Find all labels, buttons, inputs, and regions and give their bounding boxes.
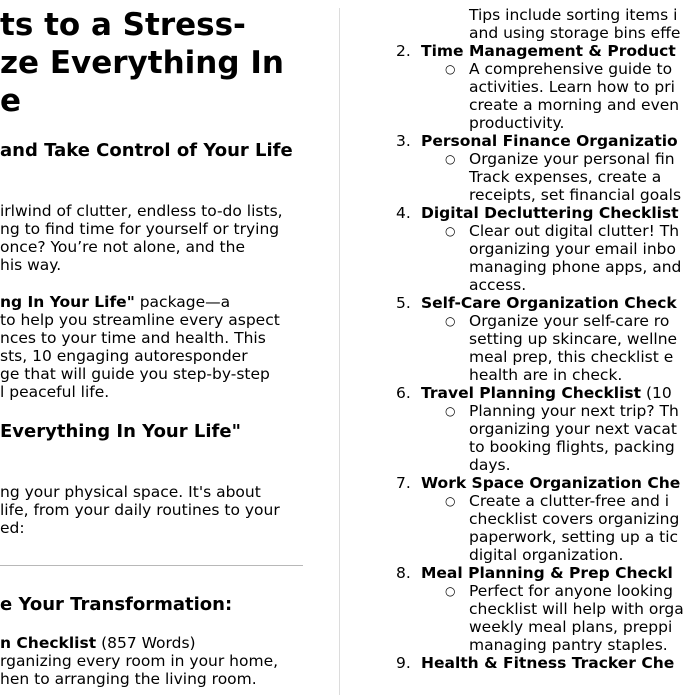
checklist-title: n Checklist [0,634,97,652]
top-line-2: and using storage bins effe [469,24,681,42]
list-item-desc-line: digital organization. [469,546,624,564]
package-line-3: nces to your time and health. This [0,329,266,347]
list-item-desc-line: Clear out digital clutter! Th [469,222,680,240]
list-item-desc-line: weekly meal plans, preppi [469,618,673,636]
list-item-title: Travel Planning Checklist [421,384,642,402]
section-heading: Everything In Your Life" [0,421,241,442]
package-line-6: l peaceful life. [0,383,110,401]
list-item-title: Work Space Organization Che [421,474,681,492]
circle-bullet-icon: ○ [445,62,456,76]
list-item-desc-line: productivity. [469,114,565,132]
checklist-title-line [0,634,196,652]
circle-bullet-icon: ○ [445,584,456,598]
list-item-desc-line: A comprehensive guide to [469,60,673,78]
list-item-number: 6. [396,384,411,402]
checklist-desc-line-1: rganizing every room in your home, [0,652,279,670]
list-item-title-line [421,564,673,582]
list-item-desc-line: health are in check. [469,366,623,384]
list-item-desc-line: activities. Learn how to pri [469,78,675,96]
section-line-1: ng your physical space. It's about [0,483,261,501]
list-item-desc-line: checklist will help with orga [469,600,684,618]
package-line-2: to help you streamline every aspect [0,311,280,329]
package-line-4: sts, 10 engaging autoresponder [0,347,248,365]
circle-bullet-icon: ○ [445,404,456,418]
list-item-desc-line: checklist covers organizing [469,510,680,528]
title-line-3: e [0,83,22,119]
list-item-number: 4. [396,204,411,222]
right-column [350,0,684,695]
list-item-title-line [421,474,680,492]
list-item-desc-line: meal prep, this checklist e [469,348,674,366]
list-item-title-line [421,384,672,402]
list-item-title-line [421,42,676,60]
list-item-desc-line: Track expenses, create a [469,168,662,186]
list-item-title: Health & Fitness Tracker Che [421,654,675,672]
list-item-desc-line: managing phone apps, and [469,258,682,276]
circle-bullet-icon: ○ [445,224,456,238]
list-item-desc-line: Perfect for anyone looking [469,582,673,600]
list-item-desc-line: managing pantry staples. [469,636,668,654]
list-item-title-rest: (10 [641,384,672,402]
list-item-desc-line: setting up skincare, wellne [469,330,678,348]
list-item-desc-line: paperwork, setting up a tic [469,528,679,546]
checklist-word-count: (857 Words) [101,634,196,652]
list-item-title: Personal Finance Organizatio [421,132,678,150]
list-item-title-line [421,204,679,222]
list-item-number: 8. [396,564,411,582]
list-item-title: Meal Planning & Prep Checkl [421,564,673,582]
list-item-desc-line: create a morning and even [469,96,680,114]
list-item-desc-line: access. [469,276,527,294]
list-item-desc-line: receipts, set financial goals [469,186,682,204]
left-column [0,0,336,695]
top-line-1: Tips include sorting items i [469,6,678,24]
list-item-number: 7. [396,474,411,492]
intro-line-3: once? You’re not alone, and the [0,238,245,256]
horizontal-rule [0,565,303,566]
section-line-3: ed: [0,519,25,537]
subtitle: and Take Control of Your Life [0,140,293,161]
list-item-title: Digital Decluttering Checklist [421,204,679,222]
section-line-2: life, from your daily routines to your [0,501,280,519]
list-item-title-line [421,132,678,150]
list-item-title: Time Management & Product [421,42,676,60]
package-line-1 [0,293,230,311]
list-item-number: 2. [396,42,411,60]
list-item-desc-line: organizing your next vacat [469,420,677,438]
list-item-title-line [421,294,677,312]
checklist-desc-line-2: hen to arranging the living room. [0,670,257,688]
list-item-number: 5. [396,294,411,312]
circle-bullet-icon: ○ [445,152,456,166]
list-item-desc-line: Planning your next trip? Th [469,402,679,420]
intro-line-4: his way. [0,256,62,274]
column-divider [339,8,340,695]
list-item-title: Self-Care Organization Check [421,294,677,312]
list-item-desc-line: Organize your self-care ro [469,312,670,330]
list-item-number: 9. [396,654,411,672]
title-line-1: ts to a Stress- [0,7,246,43]
list-item-desc-line: Create a clutter-free and i [469,492,670,510]
package-line-5: ge that will guide you step-by-step [0,365,270,383]
list-item-desc-line: to booking flights, packing [469,438,675,456]
list-item-desc-line: Organize your personal fin [469,150,675,168]
transform-heading: e Your Transformation: [0,594,233,615]
list-item-title-line [421,654,674,672]
intro-line-2: ng to find time for yourself or trying [0,220,280,238]
list-item-number: 3. [396,132,411,150]
list-item-desc-line: organizing your email inbo [469,240,676,258]
package-line-1-rest: package—a [134,293,231,311]
package-name: ng In Your Life" [0,293,135,311]
circle-bullet-icon: ○ [445,314,456,328]
circle-bullet-icon: ○ [445,494,456,508]
list-item-desc-line: days. [469,456,511,474]
intro-line-1: irlwind of clutter, endless to-do lists, [0,202,283,220]
title-line-2: ze Everything In [0,45,284,81]
